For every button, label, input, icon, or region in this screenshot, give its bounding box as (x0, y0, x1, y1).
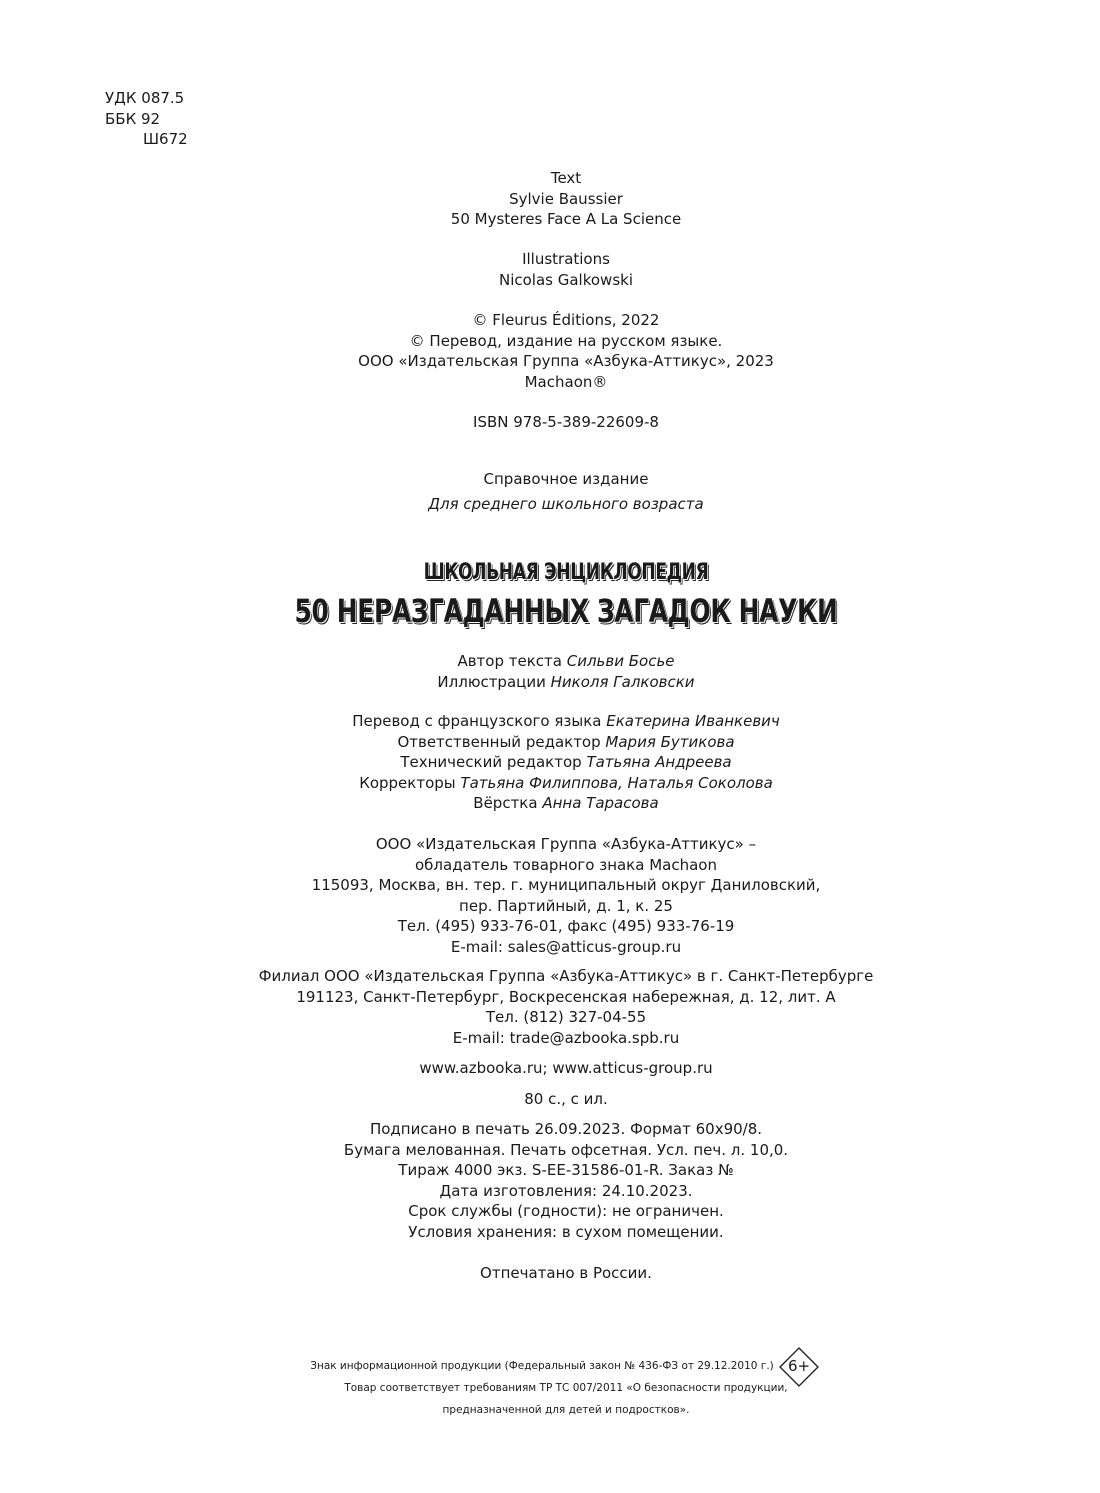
udk-code: УДК 087.5 (105, 89, 185, 107)
publisher-address (16, 834, 1100, 957)
original-title: 50 Mysteres Face A La Science (450, 210, 682, 228)
text-label: Text (550, 169, 582, 187)
author-mark: Ш672 (143, 130, 188, 148)
publisher-line: обладатель товарного знака Machaon (415, 855, 717, 874)
footer-line: Знак информационной продукции (Федеральный закон № 436-ФЗ от 29.12.2010 г.) (310, 1360, 774, 1372)
publisher-line: 115093, Москва, вн. тер. г. муниципальный округ Даниловский, (311, 876, 821, 894)
print-line: Дата изготовления: 24.10.2023. (439, 1181, 693, 1200)
branch-email: E-mail: trade@azbooka.spb.ru (452, 1028, 680, 1047)
bbk-code: ББК 92 (105, 109, 161, 128)
copyright-line: Machaon® (524, 372, 608, 391)
copyright-line: ООО «Издательская Группа «Азбука-Аттикус», 2023 (358, 352, 774, 370)
main-credits (16, 651, 1100, 692)
age-rating-label: 6+ (787, 1357, 811, 1375)
branch-line: Филиал ООО «Издательская Группа «Азбука-Аттикус» в г. Санкт-Петербурге (258, 967, 874, 985)
copyright-line: © Fleurus Éditions, 2022 (472, 311, 660, 329)
print-line: Бумага мелованная. Печать офсетная. Усл. печ. л. 10,0. (343, 1140, 789, 1159)
credit-line: Ответственный редактор Мария Бутикова (397, 732, 735, 751)
printed-in: Отпечатано в России. (480, 1264, 652, 1282)
illustrations-block (16, 249, 1100, 290)
copyright-block (16, 310, 1100, 392)
branch-line: Тел. (812) 327-04-55 (485, 1008, 647, 1026)
original-author: Sylvie Baussier (509, 189, 623, 208)
publisher-line: пер. Партийный, д. 1, к. 25 (459, 896, 673, 915)
age-rating-badge (779, 1347, 819, 1387)
credit-line: Корректоры Татьяна Филиппова, Наталья Соколова (359, 773, 773, 792)
print-line: Условия хранения: в сухом помещении. (408, 1222, 724, 1241)
edition-type: Справочное издание (483, 470, 649, 488)
original-illustrator: Nicolas Galkowski (498, 270, 633, 289)
credit-line: Перевод с французского языка Екатерина Иванкевич (352, 712, 780, 730)
websites: www.azbooka.ru; www.atticus-group.ru (419, 1059, 713, 1077)
credit-line: Технический редактор Татьяна Андреева (400, 753, 732, 771)
branch-address (16, 966, 1100, 1048)
publisher-line: Тел. (495) 933-76-01, факс (495) 933-76-19 (397, 917, 735, 935)
original-edition-block (16, 168, 1100, 230)
credit-line: Иллюстрации Николя Галковски (437, 672, 695, 691)
classification-codes (105, 88, 188, 150)
illustrations-label: Illustrations (522, 250, 610, 268)
credit-line: Автор текста Сильви Босье (457, 652, 675, 670)
print-line: Подписано в печать 26.09.2023. Формат 60x90/8. (369, 1120, 763, 1138)
book-title: 50 НЕРАЗГАДАННЫХ ЗАГАДОК НАУКИ (294, 592, 838, 630)
publisher-line: ООО «Издательская Группа «Азбука-Аттикус» – (375, 835, 757, 853)
editorial-credits (16, 711, 1100, 814)
print-line: Тираж 4000 экз. S-EE-31586-01-R. Заказ № (398, 1161, 734, 1179)
page-count: 80 с., с ил. (524, 1090, 608, 1108)
print-line: Срок службы (годности): не ограничен. (408, 1202, 724, 1220)
isbn: ISBN 978-5-389-22609-8 (473, 413, 659, 431)
publisher-email: E-mail: sales@atticus-group.ru (450, 937, 682, 956)
print-info (16, 1119, 1100, 1242)
copyright-line: © Перевод, издание на русском языке. (409, 331, 723, 350)
footer-line: предназначенной для детей и подростков». (442, 1404, 690, 1416)
footer-line: Товар соответствует требованиям ТР ТС 007/2011 «О безопасности продукции, (344, 1382, 788, 1394)
series-title: ШКОЛЬНАЯ ЭНЦИКЛОПЕДИЯ (423, 560, 709, 585)
credit-line: Вёрстка Анна Тарасова (473, 794, 659, 812)
branch-line: 191123, Санкт-Петербург, Воскресенская набережная, д. 12, лит. А (296, 987, 836, 1006)
age-group: Для среднего школьного возраста (428, 495, 704, 513)
